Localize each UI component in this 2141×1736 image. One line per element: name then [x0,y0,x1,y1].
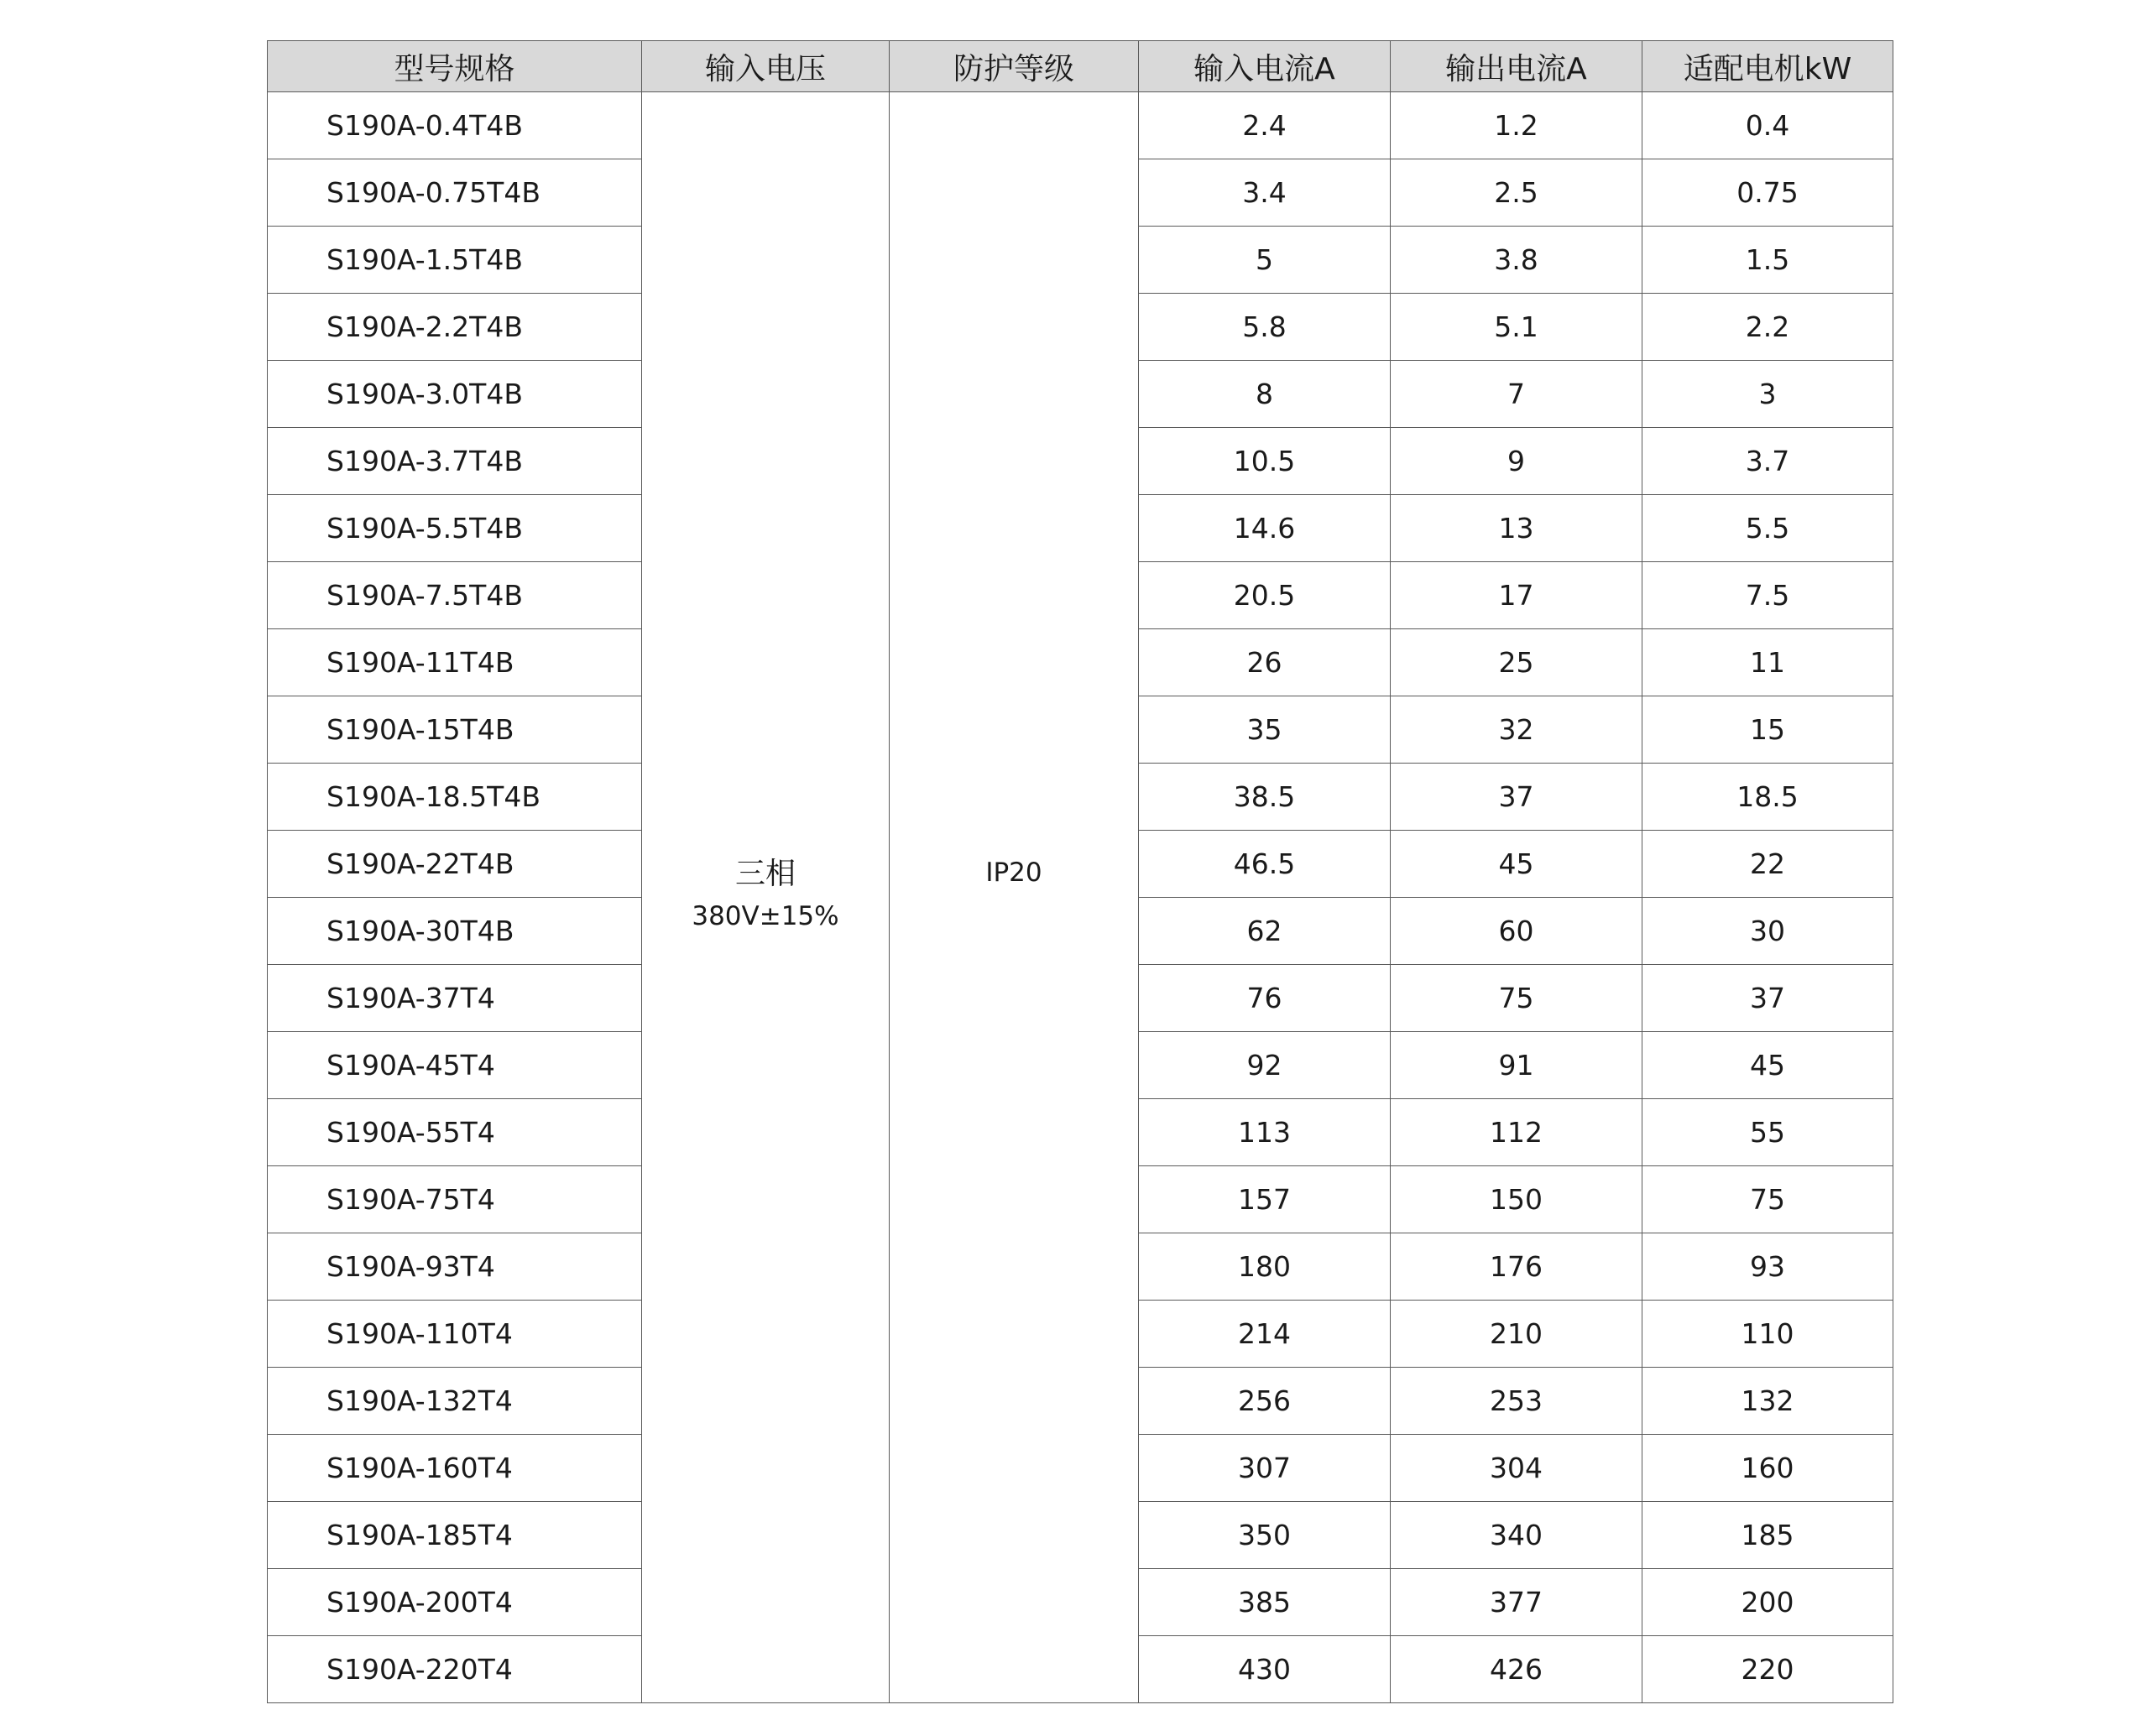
cell-model: S190A-15T4B [268,696,642,764]
cell-output-current: 112 [1391,1099,1642,1166]
table-body [268,92,1893,1703]
cell-motor-power: 185 [1642,1502,1893,1569]
cell-input-current: 5.8 [1139,294,1391,361]
header-row [268,41,1893,92]
cell-input-current: 180 [1139,1233,1391,1301]
cell-input-current: 157 [1139,1166,1391,1233]
cell-motor-power: 132 [1642,1368,1893,1435]
cell-output-current: 426 [1391,1636,1642,1703]
cell-model: S190A-30T4B [268,898,642,965]
cell-motor-power: 55 [1642,1099,1893,1166]
cell-output-current: 25 [1391,629,1642,696]
cell-model: S190A-55T4 [268,1099,642,1166]
cell-model: S190A-110T4 [268,1301,642,1368]
cell-model: S190A-93T4 [268,1233,642,1301]
cell-motor-power: 160 [1642,1435,1893,1502]
cell-model: S190A-160T4 [268,1435,642,1502]
cell-output-current: 150 [1391,1166,1642,1233]
cell-motor-power: 75 [1642,1166,1893,1233]
spec-table [267,40,1893,1703]
cell-motor-power: 7.5 [1642,562,1893,629]
cell-input-current: 14.6 [1139,495,1391,562]
cell-output-current: 1.2 [1391,92,1642,159]
cell-model: S190A-220T4 [268,1636,642,1703]
cell-input-current: 214 [1139,1301,1391,1368]
cell-model: S190A-7.5T4B [268,562,642,629]
cell-protection [890,92,1139,1703]
cell-input-current: 8 [1139,361,1391,428]
cell-model: S190A-2.2T4B [268,294,642,361]
input-voltage-phase: 三相 [734,856,796,891]
cell-motor-power: 2.2 [1642,294,1893,361]
cell-input-current: 3.4 [1139,159,1391,227]
cell-input-current: 20.5 [1139,562,1391,629]
cell-input-voltage [642,92,890,1703]
cell-output-current: 17 [1391,562,1642,629]
cell-input-current: 113 [1139,1099,1391,1166]
cell-output-current: 9 [1391,428,1642,495]
cell-model: S190A-0.75T4B [268,159,642,227]
cell-motor-power: 15 [1642,696,1893,764]
cell-input-current: 350 [1139,1502,1391,1569]
header-motor-power: 适配电机kW [1642,41,1893,92]
cell-input-current: 307 [1139,1435,1391,1502]
cell-model: S190A-75T4 [268,1166,642,1233]
cell-model: S190A-185T4 [268,1502,642,1569]
cell-input-current: 430 [1139,1636,1391,1703]
cell-motor-power: 22 [1642,831,1893,898]
cell-model: S190A-1.5T4B [268,227,642,294]
cell-motor-power: 3.7 [1642,428,1893,495]
cell-model: S190A-5.5T4B [268,495,642,562]
cell-input-current: 46.5 [1139,831,1391,898]
cell-output-current: 377 [1391,1569,1642,1636]
cell-input-current: 256 [1139,1368,1391,1435]
cell-motor-power: 110 [1642,1301,1893,1368]
cell-output-current: 45 [1391,831,1642,898]
header-input-voltage: 输入电压 [642,41,890,92]
cell-input-current: 62 [1139,898,1391,965]
cell-output-current: 340 [1391,1502,1642,1569]
cell-model: S190A-37T4 [268,965,642,1032]
table-row [268,92,1893,159]
cell-input-current: 92 [1139,1032,1391,1099]
cell-input-current: 5 [1139,227,1391,294]
cell-motor-power: 200 [1642,1569,1893,1636]
cell-motor-power: 5.5 [1642,495,1893,562]
cell-output-current: 7 [1391,361,1642,428]
header-output-current: 输出电流A [1391,41,1642,92]
cell-output-current: 210 [1391,1301,1642,1368]
cell-motor-power: 93 [1642,1233,1893,1301]
cell-motor-power: 3 [1642,361,1893,428]
input-voltage-range: 380V±15% [692,900,839,931]
cell-motor-power: 0.75 [1642,159,1893,227]
cell-output-current: 60 [1391,898,1642,965]
header-model: 型号规格 [268,41,642,92]
cell-motor-power: 220 [1642,1636,1893,1703]
cell-model: S190A-11T4B [268,629,642,696]
cell-model: S190A-0.4T4B [268,92,642,159]
cell-input-current: 76 [1139,965,1391,1032]
cell-model: S190A-3.0T4B [268,361,642,428]
cell-input-current: 2.4 [1139,92,1391,159]
cell-motor-power: 18.5 [1642,764,1893,831]
cell-input-current: 38.5 [1139,764,1391,831]
cell-output-current: 13 [1391,495,1642,562]
cell-model: S190A-200T4 [268,1569,642,1636]
cell-output-current: 75 [1391,965,1642,1032]
cell-output-current: 37 [1391,764,1642,831]
cell-output-current: 32 [1391,696,1642,764]
cell-motor-power: 45 [1642,1032,1893,1099]
cell-output-current: 5.1 [1391,294,1642,361]
header-input-current: 输入电流A [1139,41,1391,92]
cell-output-current: 2.5 [1391,159,1642,227]
cell-motor-power: 30 [1642,898,1893,965]
cell-input-current: 26 [1139,629,1391,696]
cell-input-current: 385 [1139,1569,1391,1636]
cell-model: S190A-3.7T4B [268,428,642,495]
cell-motor-power: 37 [1642,965,1893,1032]
cell-model: S190A-132T4 [268,1368,642,1435]
cell-output-current: 3.8 [1391,227,1642,294]
cell-input-current: 35 [1139,696,1391,764]
header-protection: 防护等级 [890,41,1139,92]
cell-model: S190A-45T4 [268,1032,642,1099]
cell-output-current: 91 [1391,1032,1642,1099]
cell-motor-power: 0.4 [1642,92,1893,159]
cell-motor-power: 11 [1642,629,1893,696]
cell-model: S190A-22T4B [268,831,642,898]
cell-output-current: 176 [1391,1233,1642,1301]
cell-input-current: 10.5 [1139,428,1391,495]
cell-output-current: 304 [1391,1435,1642,1502]
cell-output-current: 253 [1391,1368,1642,1435]
protection-rating: IP20 [985,857,1042,888]
cell-motor-power: 1.5 [1642,227,1893,294]
cell-model: S190A-18.5T4B [268,764,642,831]
